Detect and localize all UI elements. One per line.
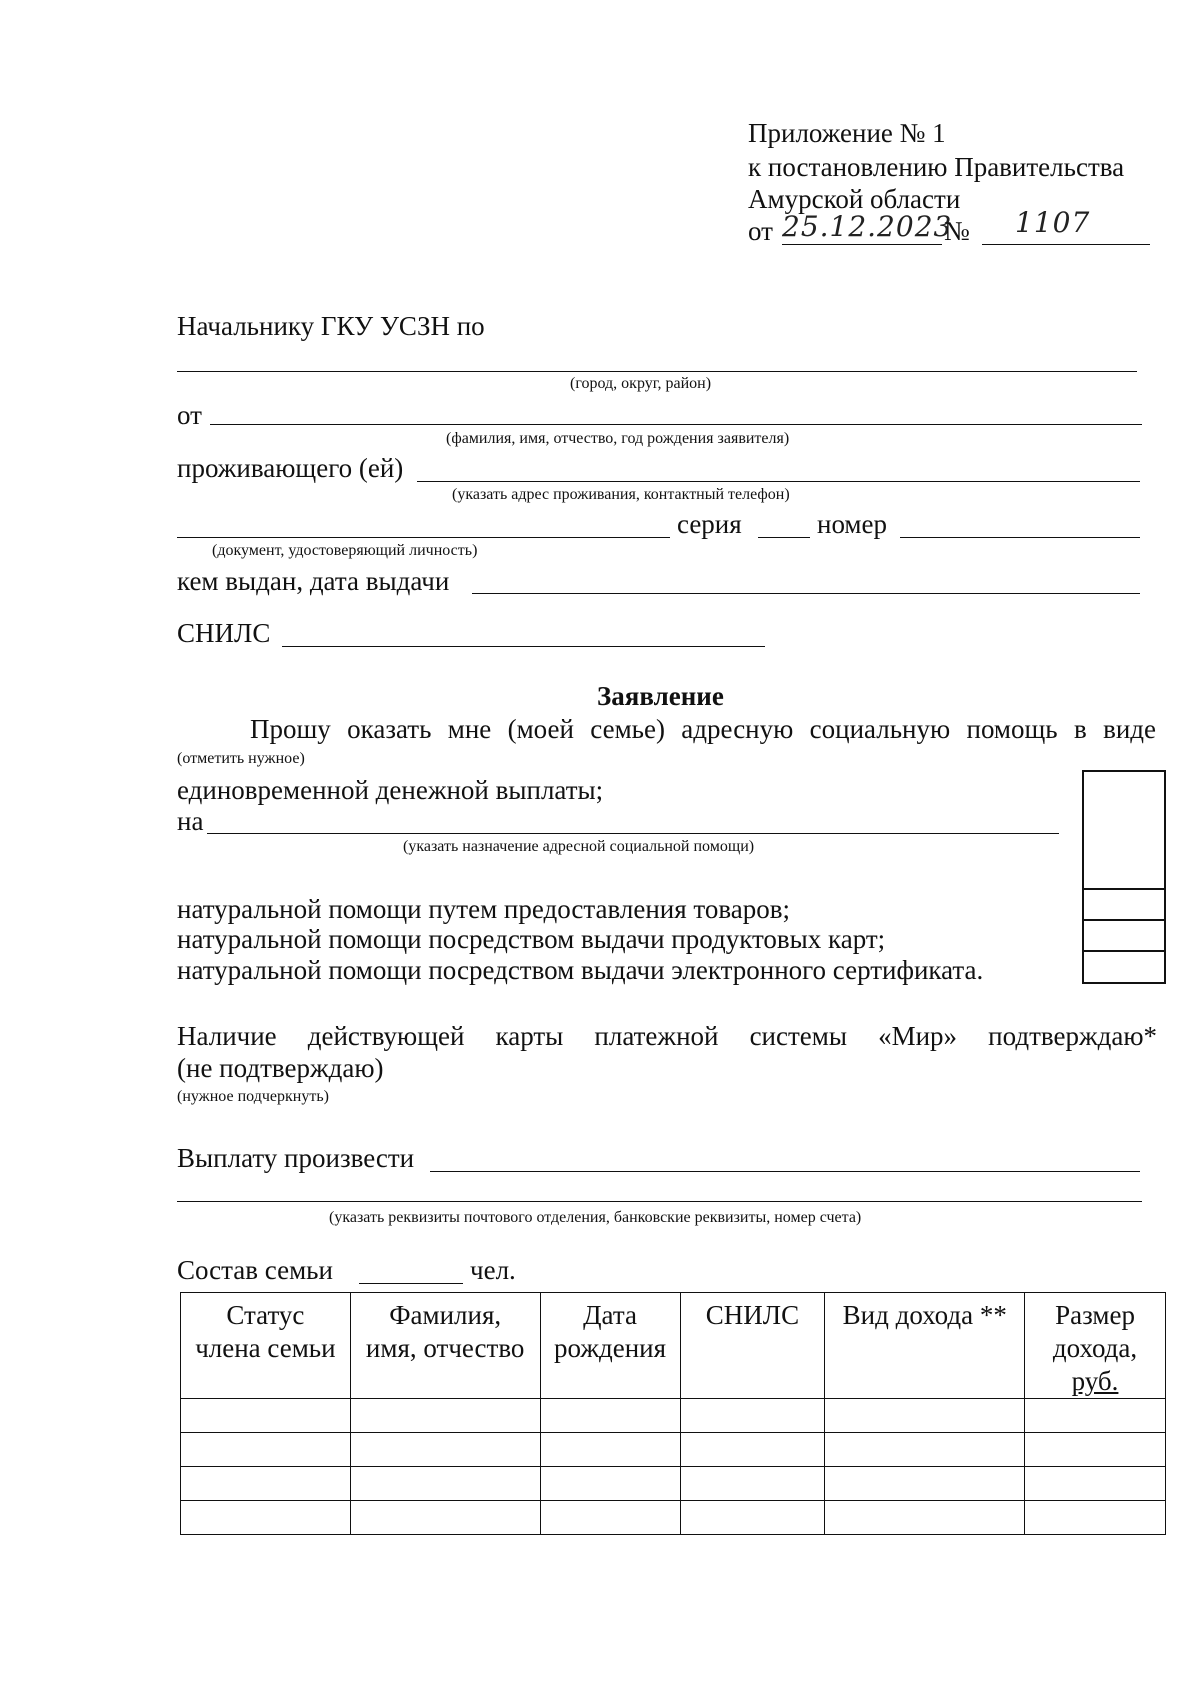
address-field-line[interactable] — [417, 481, 1140, 482]
mir-card-text-negative[interactable]: (не подтверждаю) — [177, 1053, 384, 1083]
appendix-line-2: к постановлению Правительства — [748, 152, 1125, 182]
payment-label: Выплату произвести — [177, 1143, 415, 1173]
family-composition-table — [180, 1292, 1166, 1535]
table-row — [181, 1467, 1166, 1501]
table-cell[interactable] — [825, 1501, 1025, 1535]
table-cell[interactable] — [181, 1501, 351, 1535]
table-row — [181, 1399, 1166, 1433]
appendix-line-1: Приложение № 1 — [748, 118, 946, 148]
header-income-type: Вид дохода ** — [825, 1293, 1025, 1399]
mark-caption: (отметить нужное) — [177, 750, 305, 767]
checkbox-e-certificate[interactable] — [1082, 950, 1166, 984]
table-row — [181, 1501, 1166, 1535]
purpose-caption: (указать назначение адресной социальной помощи) — [403, 838, 755, 855]
purpose-field-line[interactable] — [207, 833, 1059, 834]
family-unit: чел. — [470, 1255, 516, 1285]
header-birth-date: Дата рождения — [540, 1293, 680, 1399]
doc-caption: (документ, удостоверяющий личность) — [212, 542, 478, 559]
table-cell[interactable] — [181, 1433, 351, 1467]
header-snils: СНИЛС — [680, 1293, 825, 1399]
from-label: от — [177, 400, 202, 430]
table-cell[interactable] — [540, 1501, 680, 1535]
table-cell[interactable] — [1025, 1399, 1166, 1433]
header-status: Статус члена семьи — [181, 1293, 351, 1399]
table-cell[interactable] — [680, 1467, 825, 1501]
number-underline — [982, 244, 1150, 245]
purpose-label: на — [177, 806, 204, 836]
table-cell[interactable] — [540, 1433, 680, 1467]
underline-caption: (нужное подчеркнуть) — [177, 1088, 329, 1105]
statement-title: Заявление — [597, 681, 724, 711]
family-count-field-line[interactable] — [359, 1283, 463, 1284]
handwritten-date: 25.12.2023 — [782, 210, 953, 243]
id-document-field-line[interactable] — [177, 537, 670, 538]
series-field-line[interactable] — [758, 537, 810, 538]
option-e-certificate: натуральной помощи посредством выдачи электронного сертификата. — [177, 955, 984, 985]
family-label: Состав семьи — [177, 1255, 333, 1285]
series-label: серия — [677, 509, 742, 539]
payment-caption: (указать реквизиты почтового отделения, банковские реквизиты, номер счета) — [329, 1209, 862, 1226]
handwritten-number: 1107 — [1015, 206, 1091, 239]
table-cell[interactable] — [825, 1399, 1025, 1433]
appendix-date-prefix: от — [748, 216, 773, 246]
table-cell[interactable] — [680, 1399, 825, 1433]
appendix-line-3: Амурской области — [748, 184, 961, 214]
option-goods: натуральной помощи путем предоставления товаров; — [177, 894, 790, 924]
address-caption: (указать адрес проживания, контактный телефон) — [452, 486, 790, 503]
option-food-cards: натуральной помощи посредством выдачи продуктовых карт; — [177, 924, 886, 954]
table-cell[interactable] — [540, 1467, 680, 1501]
option-lump-sum: единовременной денежной выплаты; — [177, 775, 604, 805]
issued-field-line[interactable] — [472, 593, 1140, 594]
table-cell[interactable] — [1025, 1433, 1166, 1467]
table-cell[interactable] — [680, 1433, 825, 1467]
snils-field-line[interactable] — [282, 646, 765, 647]
table-cell[interactable] — [181, 1399, 351, 1433]
table-cell[interactable] — [825, 1433, 1025, 1467]
payment-field-line-2[interactable] — [177, 1201, 1142, 1202]
table-cell[interactable] — [680, 1501, 825, 1535]
city-field-line[interactable] — [177, 371, 1137, 372]
residing-label: проживающего (ей) — [177, 453, 404, 483]
header-fio: Фамилия, имя, отчество — [350, 1293, 540, 1399]
table-cell[interactable] — [1025, 1501, 1166, 1535]
number-label: номер — [817, 509, 888, 539]
table-cell[interactable] — [540, 1399, 680, 1433]
table-cell[interactable] — [825, 1467, 1025, 1501]
addressee-heading: Начальнику ГКУ УСЗН по — [177, 311, 485, 341]
date-underline — [782, 244, 942, 245]
table-cell[interactable] — [350, 1433, 540, 1467]
table-cell[interactable] — [181, 1467, 351, 1501]
checkbox-food-cards[interactable] — [1082, 919, 1166, 952]
table-cell[interactable] — [350, 1501, 540, 1535]
issued-label: кем выдан, дата выдачи — [177, 566, 450, 596]
appendix-number-sign: № — [944, 216, 970, 246]
applicant-fio-field-line[interactable] — [210, 424, 1142, 425]
snils-label: СНИЛС — [177, 618, 271, 648]
fio-caption: (фамилия, имя, отчество, год рождения заявителя) — [446, 430, 790, 447]
table-header-row — [181, 1293, 1166, 1399]
mir-card-text: Наличие действующей карты платежной системы «Мир» подтверждаю* — [177, 1021, 1157, 1051]
header-income-amount: Размер дохода, руб. — [1025, 1293, 1166, 1399]
table-cell[interactable] — [350, 1467, 540, 1501]
table-cell[interactable] — [350, 1399, 540, 1433]
request-text: Прошу оказать мне (моей семье) адресную социальную помощь в виде — [250, 714, 1156, 744]
doc-number-field-line[interactable] — [900, 537, 1140, 538]
checkbox-lump-sum[interactable] — [1082, 770, 1166, 890]
checkbox-goods[interactable] — [1082, 888, 1166, 921]
table-cell[interactable] — [1025, 1467, 1166, 1501]
table-row — [181, 1433, 1166, 1467]
payment-field-line-1[interactable] — [430, 1171, 1140, 1172]
city-caption: (город, округ, район) — [570, 375, 712, 392]
